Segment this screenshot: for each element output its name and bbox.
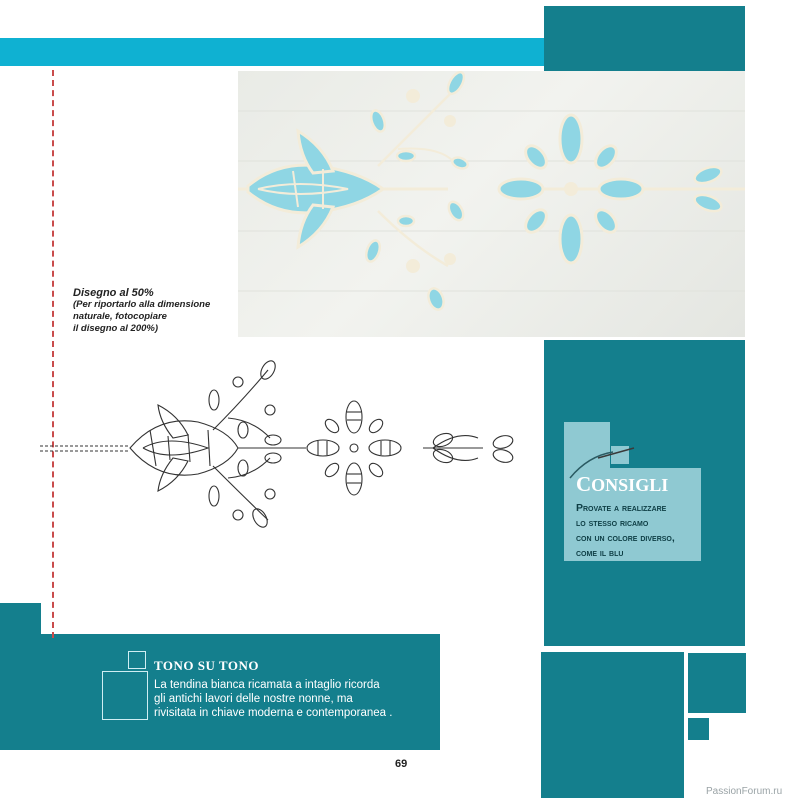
square-small: [688, 718, 709, 740]
embroidery-photo-illustration: [238, 71, 745, 337]
dashed-guide-line: [52, 70, 54, 638]
caption-line-3: il disegno al 200%): [73, 323, 158, 334]
caption-line-1: (Per riportarlo alla dimensione: [73, 299, 211, 310]
square-large: [541, 652, 684, 798]
tip-line-4: come il blu: [576, 547, 624, 559]
consigli-tip: [576, 501, 700, 561]
caption-line-2: naturale, fotocopiare: [73, 311, 167, 322]
page-number: 69: [395, 758, 408, 770]
tono-body-line-1: La tendina bianca ricamata a intaglio ricorda: [154, 679, 380, 691]
right-column-top: [544, 6, 745, 72]
consigli-title: [576, 472, 668, 497]
consigli-title-rest: ONSIGLI: [591, 475, 669, 495]
square-medium: [688, 653, 746, 713]
tono-outline-square-small: [128, 651, 146, 669]
embroidery-pattern-drawing: [38, 360, 518, 530]
tono-text-block: [154, 658, 439, 720]
tip-line-3: con un colore diverso,: [576, 532, 675, 544]
consigli-title-initial: C: [576, 472, 592, 496]
header-band: [0, 38, 545, 66]
tono-title: TONO SU TONO: [154, 658, 259, 673]
tip-line-1: Provate a realizzare: [576, 502, 667, 514]
watermark: PassionForum.ru: [706, 786, 783, 797]
consigli-box: [564, 468, 701, 561]
tono-body-line-3: rivisitata in chiave moderna e contemporanea .: [154, 707, 393, 719]
tono-outline-square-large: [102, 671, 148, 720]
drawing-caption: [73, 287, 243, 335]
tono-body-line-2: gli antichi lavori delle nostre nonne, ma: [154, 693, 353, 705]
embroidery-photo: [238, 71, 745, 337]
caption-title: Disegno al 50%: [73, 287, 154, 299]
tip-line-2: lo stesso ricamo: [576, 517, 649, 529]
